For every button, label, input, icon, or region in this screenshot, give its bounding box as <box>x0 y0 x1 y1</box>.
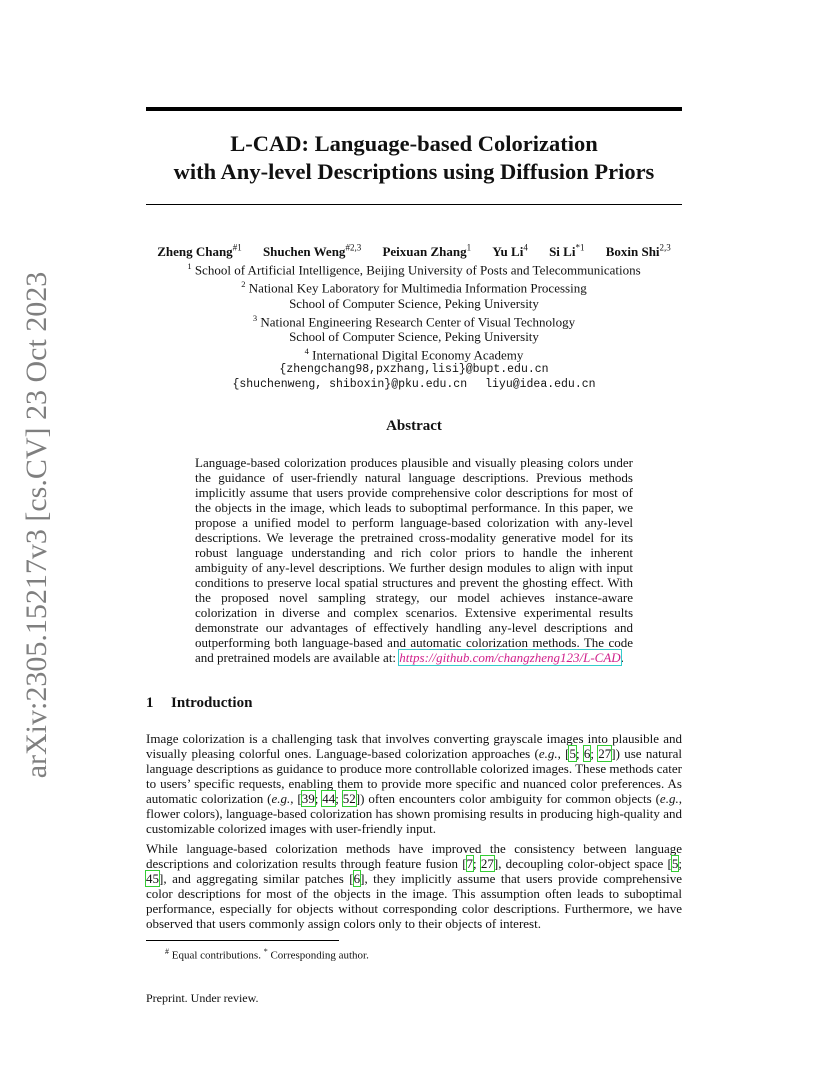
footnote: # Equal contributions. * Corresponding author. <box>165 947 369 962</box>
author-5: Si Li$^{*1}$ <box>549 243 585 260</box>
citation[interactable]: 44 <box>322 791 336 806</box>
affiliation-2: $^2$ National Key Laboratory for Multimedia Information Processing <box>241 279 587 296</box>
affiliation-3b: School of Computer Science, Peking University <box>289 328 539 344</box>
citation[interactable]: 27 <box>480 856 494 871</box>
abstract-body: Language-based colorization produces plausible and visually pleasing colors under the guidance of user-friendly natural language descriptions. Previous methods implicitly assume that users provide comprehensive color descriptions for most of the objects in the image, which leads to suboptimal performance. In this paper, we propose a unified model to perform language-based colorization with any-level descriptions. We leverage the pretrained cross-modality generative model for its robust language understanding and rich color priors to handle the inherent ambiguity of any-level descriptions. We further design modules to align with input conditions to preserve local spatial structures and prevent the ghosting effect. With the proposed novel sampling strategy, our model achieves instance-aware colorization in diverse and complex scenarios. Extensive experimental results demonstrate our advantages of effectively handling any-level descriptions and outperforming both language-based and automatic colorization methods. The code and pretrained models are available at: https://github.com/changzheng123/L-CAD. <box>195 455 633 665</box>
title-top-rule <box>146 107 682 111</box>
citation[interactable]: 5 <box>569 746 576 761</box>
preprint-note: Preprint. Under review. <box>146 991 259 1005</box>
citation[interactable]: 6 <box>353 871 361 886</box>
affiliation-4: $^4$ International Digital Economy Academy <box>304 345 524 363</box>
abstract-heading: Abstract <box>386 418 442 434</box>
arxiv-stamp: arXiv:2305.15217v3 [cs.CV] 23 Oct 2023 <box>20 271 53 779</box>
paper-title <box>146 130 682 186</box>
citation[interactable]: 27 <box>598 746 612 761</box>
affiliations <box>146 259 682 392</box>
title-bottom-rule <box>146 204 682 205</box>
affiliation-3: $^3$ National Engineering Research Center of Visual Technology <box>252 312 576 329</box>
section-heading: 1 Introduction <box>146 695 253 711</box>
email-2: {shuchenweng, shiboxin}@pku.edu.cn <box>232 378 468 392</box>
email-line-2 <box>146 377 682 392</box>
citation[interactable]: 6 <box>583 746 591 761</box>
email-3: liyu@idea.edu.cn <box>485 378 596 392</box>
citation[interactable]: 52 <box>342 791 356 806</box>
email-line-1: {zhengchang98,pxzhang,lisi}@bupt.edu.cn <box>279 363 549 377</box>
author-1: Zheng Chang$^{\#1}$ <box>157 243 242 260</box>
intro-paragraph-2: While language-based colorization methods have improved the consistency between language descriptions and colorization results through feature fusion [7; 27], decoupling color-object space [5; 45], and aggregating similar patches [6], they implicitly assume that users provide comprehensive color descriptions for most of the objects in the image. This assumption often leads to suboptimal performance, especially for objects without corresponding color descriptions. Furthermore, we have observed that users commonly assign colors only to their objects of interest. <box>146 841 682 931</box>
intro-paragraph-1: Image colorization is a challenging task that involves converting grayscale images into plausible and visually pleasing colorful ones. Language-based colorization approaches (e.g., [5; 6; 27]) use natural language descriptions as guidance to produce more controllable colorized images. These methods cater to users’ specific requests, enabling them to provide more specific and nuanced color preferences. As automatic colorization (e.g., [39; 44; 52]) often encounters color ambiguity for common objects (e.g., flower colors), language-based colorization has shown promising results in producing high-quality and customizable colorized images with user-friendly input. <box>146 731 682 836</box>
affiliation-1: $^1$ School of Artificial Intelligence, Beijing University of Posts and Telecommunications <box>187 261 641 278</box>
affiliation-2b: School of Computer Science, Peking University <box>289 295 539 311</box>
citation[interactable]: 39 <box>301 791 315 806</box>
author-6: Boxin Shi$^{2,3}$ <box>605 243 671 260</box>
code-link[interactable]: https://github.com/changzheng123/L-CAD <box>399 650 621 665</box>
citation[interactable]: 45 <box>146 871 159 886</box>
author-3: Peixuan Zhang$^1$ <box>382 243 472 260</box>
footnote-rule <box>146 940 339 941</box>
author-4: Yu Li$^4$ <box>492 243 528 260</box>
author-list <box>146 241 682 259</box>
citation[interactable]: 5 <box>671 856 679 871</box>
title-line-1: L-CAD: Language-based Colorization <box>230 131 598 156</box>
title-line-2: with Any-level Descriptions using Diffusion Priors <box>173 159 655 184</box>
author-2: Shuchen Weng$^{\#2,3}$ <box>262 243 362 260</box>
citation[interactable]: 7 <box>466 856 474 871</box>
